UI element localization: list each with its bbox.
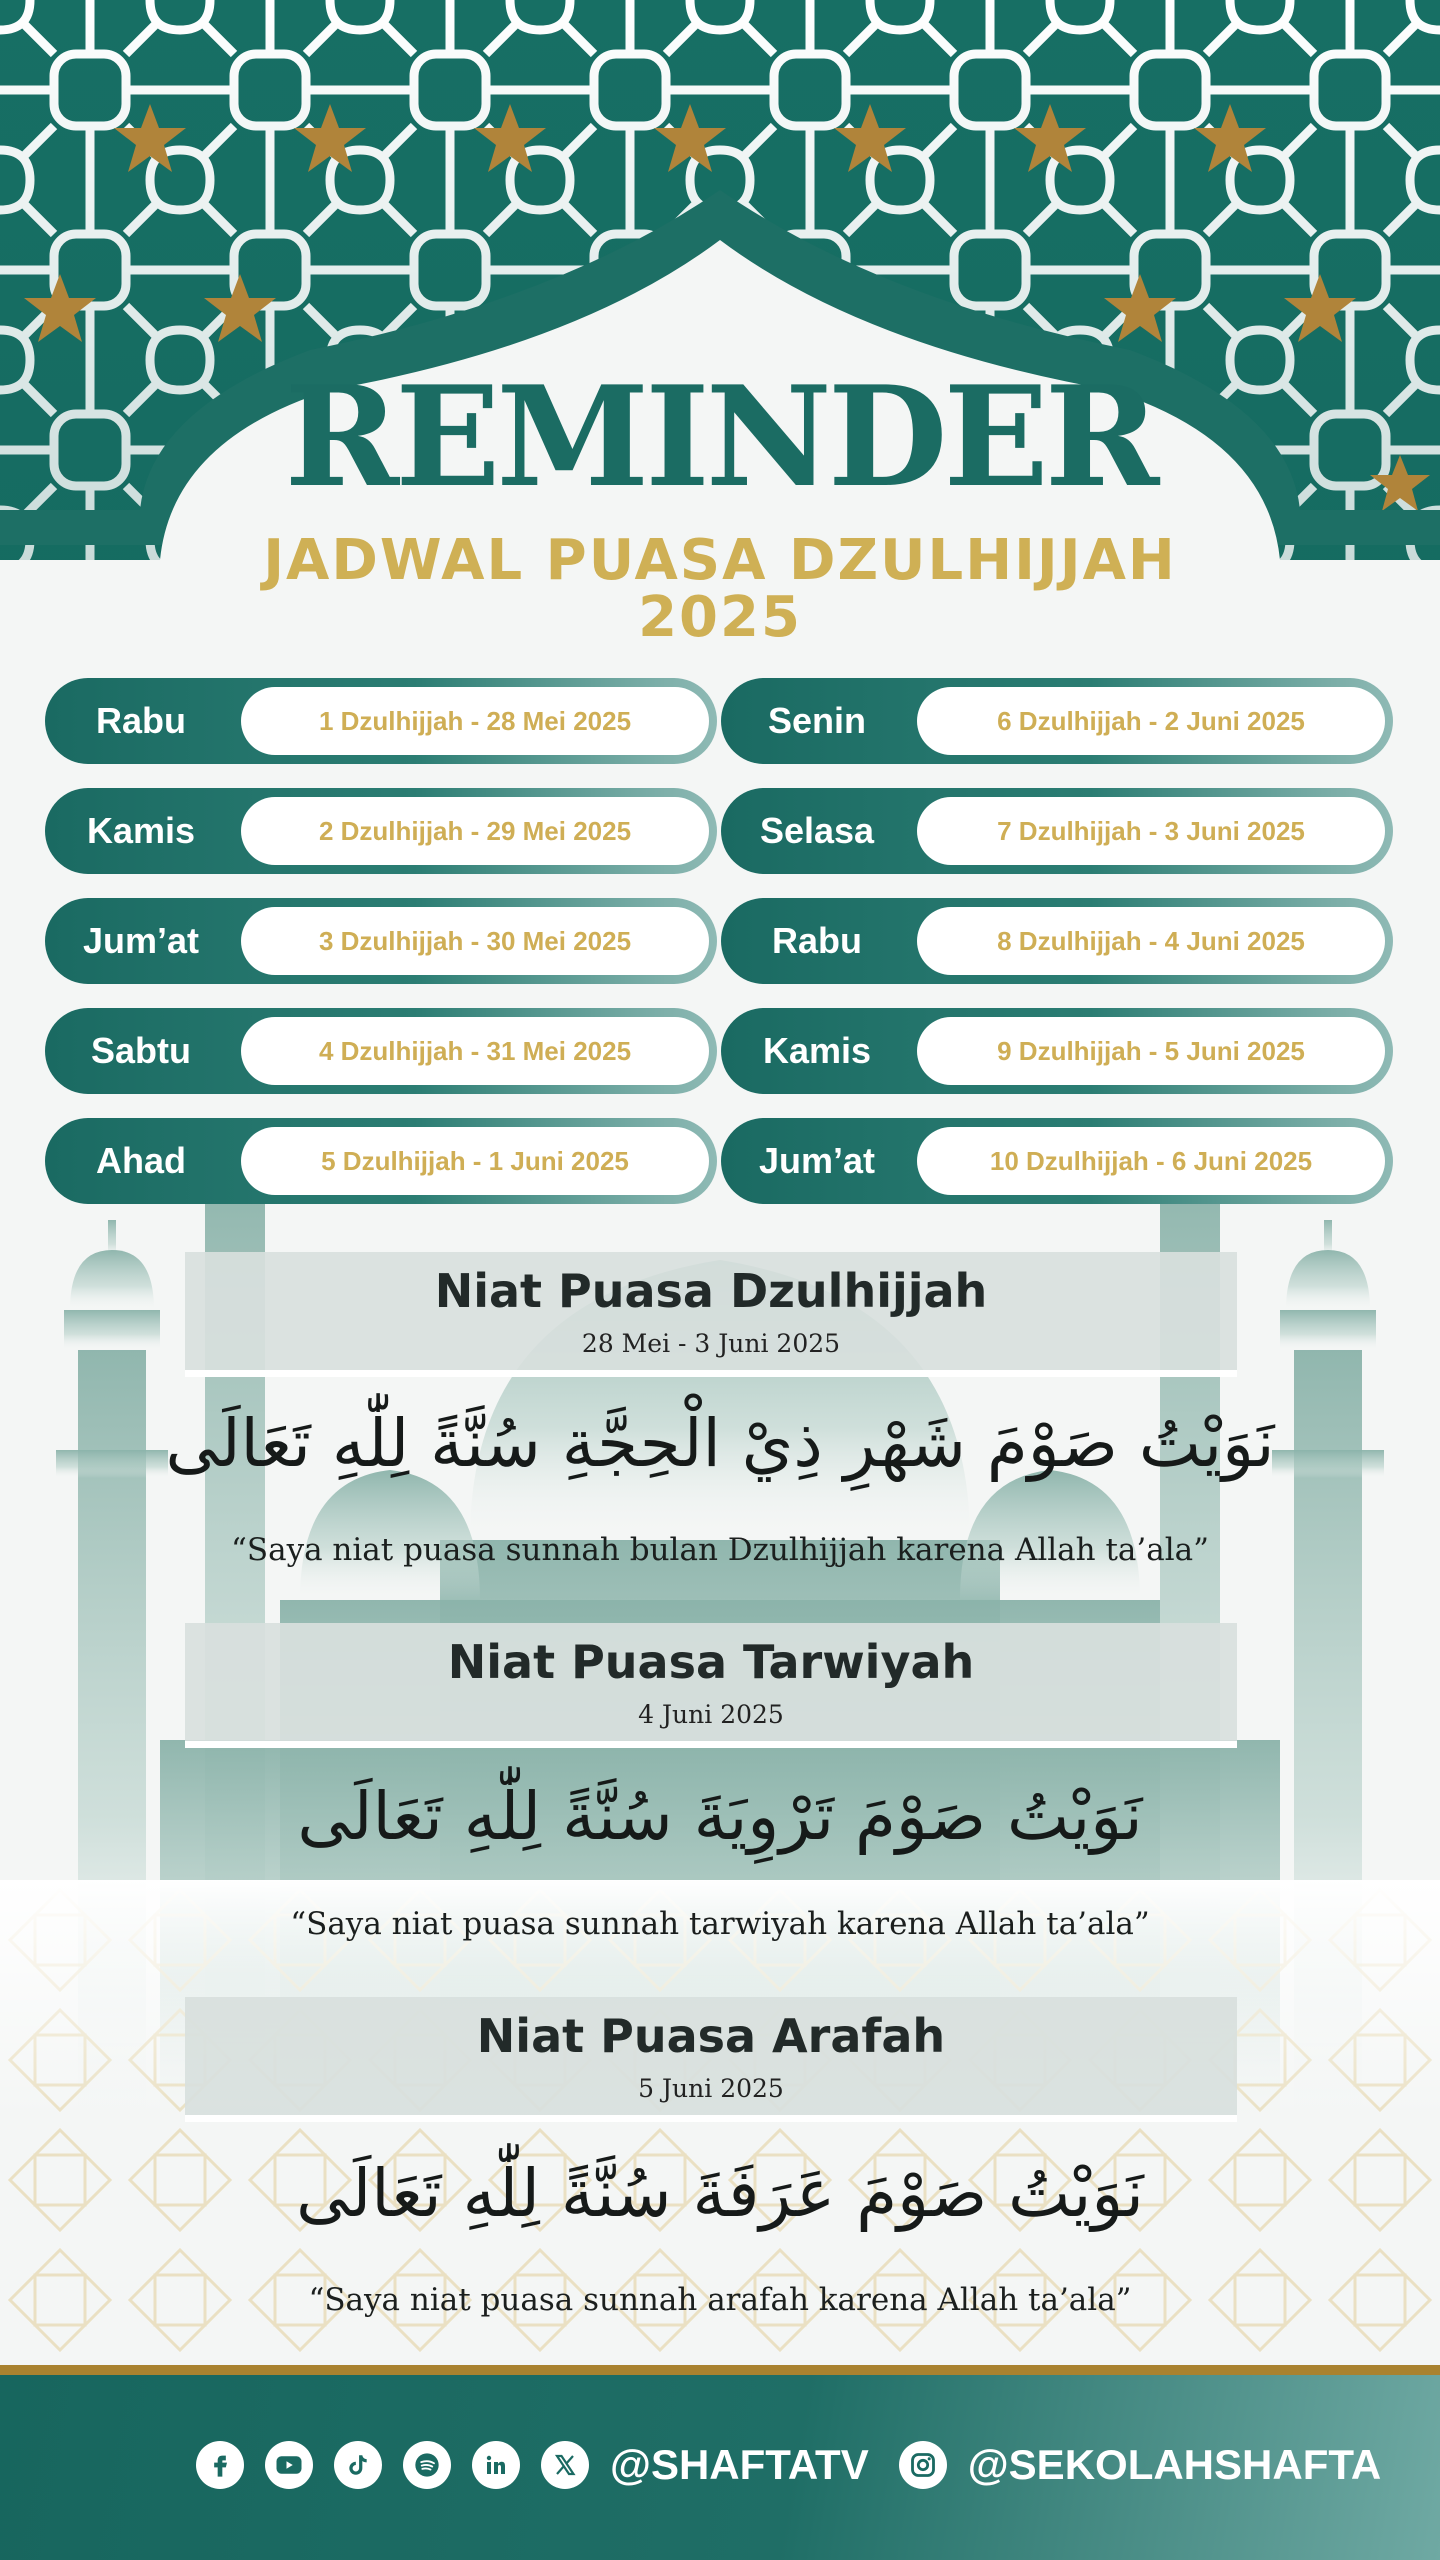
niat-title: Niat Puasa Dzulhijjah <box>434 1264 988 1318</box>
youtube-icon[interactable] <box>265 2441 313 2489</box>
niat-title: Niat Puasa Tarwiyah <box>447 1635 975 1689</box>
schedule-item <box>721 678 1393 764</box>
schedule-day: Jum’at <box>82 920 200 961</box>
niat-translation: “Saya niat puasa sunnah tarwiyah karena Allah ta’ala” <box>290 1906 1150 1942</box>
niat-translation: “Saya niat puasa sunnah bulan Dzulhijjah karena Allah ta’ala” <box>231 1532 1209 1568</box>
schedule-day: Senin <box>767 700 866 741</box>
x-icon[interactable] <box>541 2441 589 2489</box>
niat-banner-arafah <box>185 1997 1237 2122</box>
schedule-date: 5 Dzulhijjah - 1 Juni 2025 <box>241 1127 709 1195</box>
schedule-item <box>45 788 717 874</box>
niat-date: 28 Mei - 3 Juni 2025 <box>581 1329 841 1358</box>
schedule-item <box>45 1008 717 1094</box>
schedule-date: 8 Dzulhijjah - 4 Juni 2025 <box>917 907 1385 975</box>
schedule-day: Sabtu <box>90 1030 191 1071</box>
niat-banner-tarwiyah <box>185 1623 1237 1748</box>
schedule-day: Rabu <box>772 920 862 961</box>
niat-arabic-text: نَوَيْتُ صَوْمَ تَرْوِيَةَ سُنَّةً لِلّٰهِ تَعَالَى <box>297 1778 1143 1855</box>
instagram-icon[interactable] <box>899 2441 947 2489</box>
schedule-date: 3 Dzulhijjah - 30 Mei 2025 <box>241 907 709 975</box>
schedule-date: 1 Dzulhijjah - 28 Mei 2025 <box>241 687 709 755</box>
footer <box>0 2375 1440 2560</box>
footer-divider <box>0 2365 1440 2375</box>
schedule-item <box>721 788 1393 874</box>
schedule-day: Ahad <box>96 1140 186 1181</box>
schedule-date: 2 Dzulhijjah - 29 Mei 2025 <box>241 797 709 865</box>
schedule-day: Kamis <box>762 1030 872 1071</box>
niat-date: 5 Juni 2025 <box>638 2074 784 2103</box>
geometric-pattern-background <box>0 0 1440 620</box>
schedule-date: 7 Dzulhijjah - 3 Juni 2025 <box>917 797 1385 865</box>
niat-translation: “Saya niat puasa sunnah arafah karena Allah ta’ala” <box>308 2282 1132 2318</box>
tiktok-icon[interactable] <box>334 2441 382 2489</box>
facebook-icon[interactable] <box>196 2441 244 2489</box>
schedule-date: 9 Dzulhijjah - 5 Juni 2025 <box>917 1017 1385 1085</box>
niat-arabic-text: نَوَيْتُ صَوْمَ عَرَفَةَ سُنَّةً لِلّٰهِ تَعَالَى <box>296 2155 1144 2232</box>
niat-arabic-text: نَوَيْتُ صَوْمَ شَهْرِ ذِيْ الْحِجَّةِ سُنَّةً لِلّٰهِ تَعَالَى <box>165 1405 1275 1482</box>
niat-banner-dzulhijjah <box>185 1252 1237 1377</box>
social-links <box>196 2437 1411 2493</box>
linkedin-icon[interactable] <box>472 2441 520 2489</box>
schedule-date: 4 Dzulhijjah - 31 Mei 2025 <box>241 1017 709 1085</box>
schedule-item <box>45 1118 717 1204</box>
schedule-date: 10 Dzulhijjah - 6 Juni 2025 <box>917 1127 1385 1195</box>
schedule-date: 6 Dzulhijjah - 2 Juni 2025 <box>917 687 1385 755</box>
handle-sekolahshafta[interactable]: @SEKOLAHSHAFTA <box>967 2441 1382 2488</box>
page-title: REMINDER <box>284 355 1156 518</box>
niat-date: 4 Juni 2025 <box>638 1700 784 1729</box>
niat-title: Niat Puasa Arafah <box>476 2009 946 2063</box>
handle-shaftatv[interactable]: @SHAFTATV <box>610 2441 869 2488</box>
schedule-day: Rabu <box>96 700 186 741</box>
schedule-item <box>45 678 717 764</box>
schedule-item <box>721 898 1393 984</box>
schedule-subtitle: JADWAL PUASA DZULHIJJAH <box>263 528 1177 593</box>
schedule-day: Kamis <box>86 810 196 851</box>
spotify-icon[interactable] <box>403 2441 451 2489</box>
schedule-item <box>45 898 717 984</box>
schedule-item <box>721 1118 1393 1204</box>
schedule-day: Selasa <box>759 810 875 851</box>
schedule-day: Jum’at <box>758 1140 876 1181</box>
schedule-year: 2025 <box>638 585 802 650</box>
schedule-item <box>721 1008 1393 1094</box>
fasting-schedule <box>45 678 1395 1204</box>
